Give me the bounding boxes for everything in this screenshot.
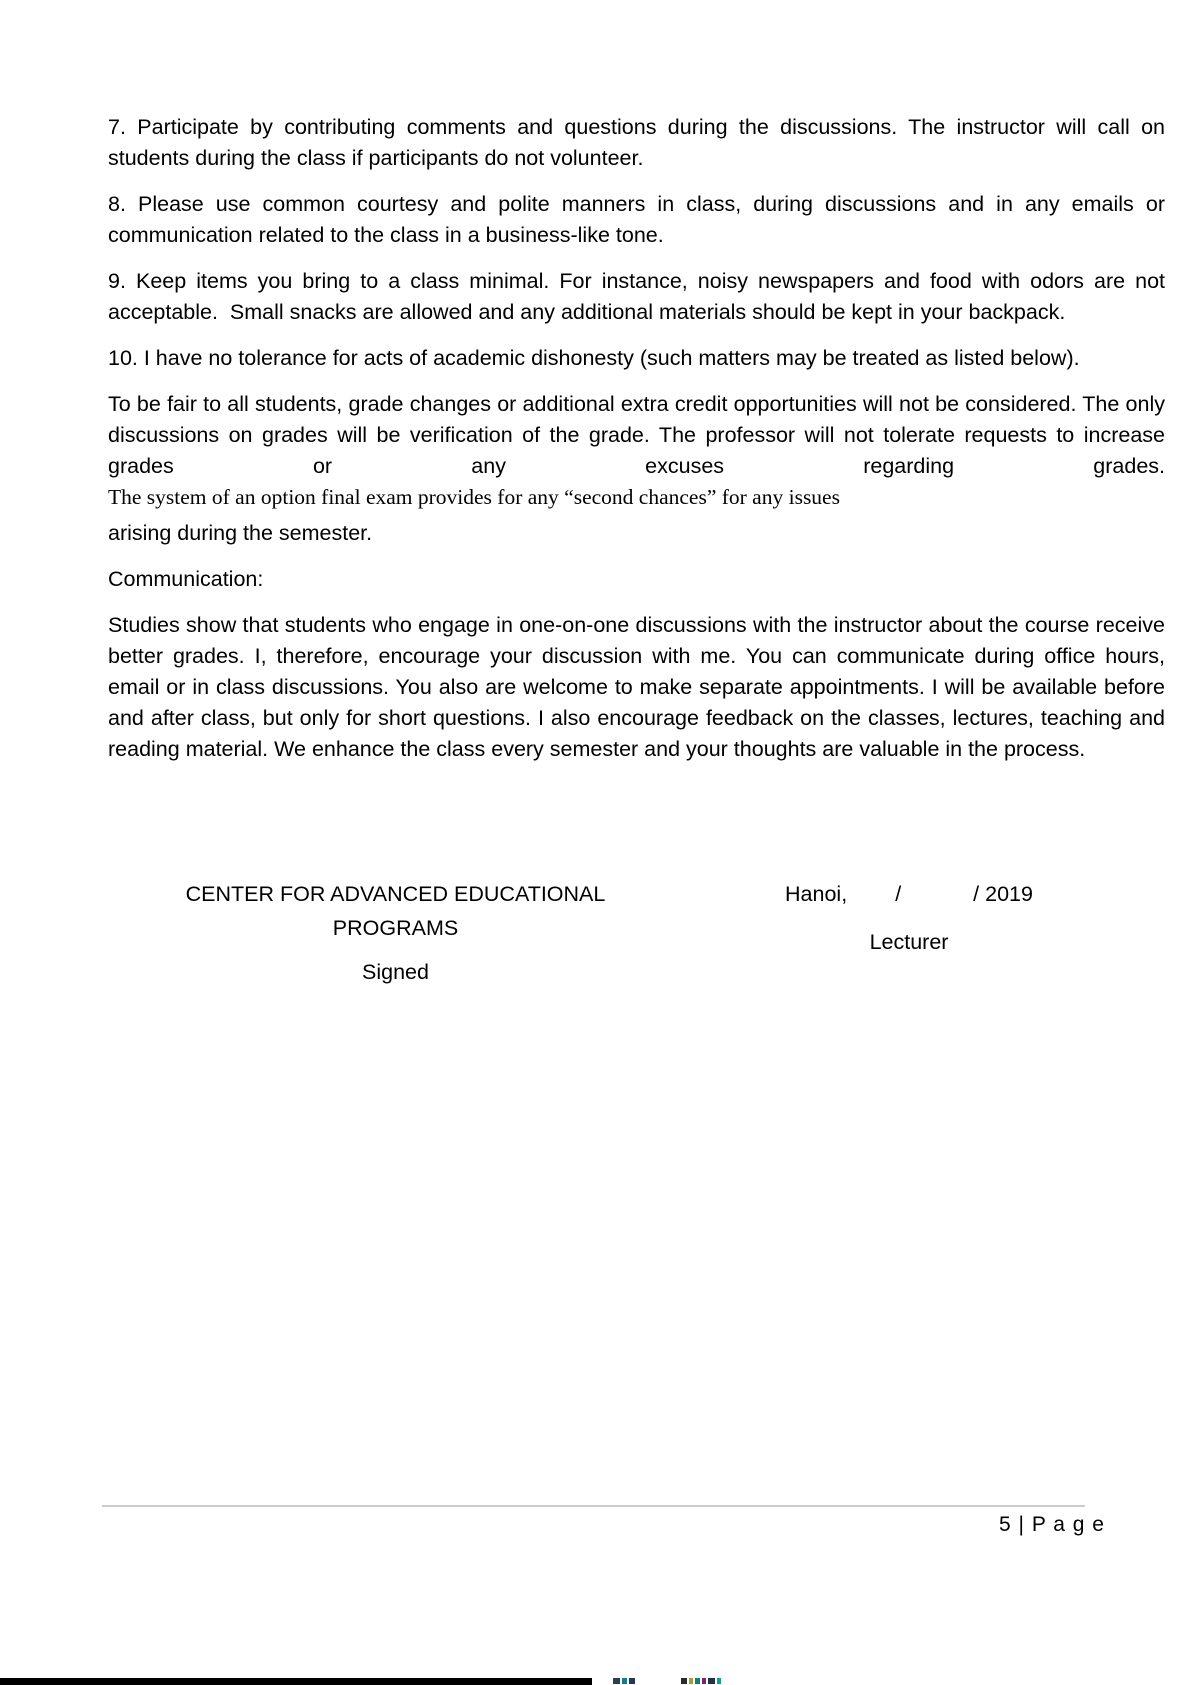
communication-paragraph: Studies show that students who engage in one-on-one discussions with the instructor about the course receive better grades. I, therefore, encourage your discussion with me. You can communicate during office hours, email or in class discussions. You also are welcome to make separate appointments. I will be available before and after class, but only for short questions. I also encourage feedback on the classes, lectures, teaching and reading material. We enhance the class every semester and your thoughts are valuable in the process. (108, 613, 1165, 761)
list-item-10: 10. I have no tolerance for acts of academic dishonesty (such matters may be treated as listed below). (108, 346, 1080, 370)
screen-artifact-right (681, 1678, 721, 1684)
signed-label: Signed (362, 960, 429, 984)
organization-name-line1: CENTER FOR ADVANCED EDUCATIONAL (185, 882, 606, 906)
footer-divider (102, 1505, 1085, 1507)
grade-policy-serif-line: The system of an option final exam provides for any “second chances” for any issues (108, 485, 840, 509)
signature-left-column (108, 877, 653, 989)
signature-block (108, 877, 1165, 989)
document-body (108, 112, 1165, 989)
list-item-8: 8. Please use common courtesy and polite manners in class, during discussions and in any emails or communication related to the class in a business-like tone. (108, 192, 1165, 247)
list-item-9: 9. Keep items you bring to a class minimal. For instance, noisy newspapers and food with odors are not acceptable. Small snacks are allowed and any additional materials should be kept in your backpack. (108, 269, 1165, 324)
grade-policy-closing-line: arising during the semester. (108, 521, 373, 545)
signature-right-column (653, 877, 1165, 989)
list-item-7: 7. Participate by contributing comments and questions during the discussions. The instructor will call on students during the class if participants do not volunteer. (108, 115, 1165, 170)
bottom-edge-bar (0, 1678, 592, 1685)
lecturer-label: Lecturer (869, 930, 949, 954)
screen-artifact-left (613, 1678, 635, 1684)
organization-name-line2: PROGRAMS (332, 916, 459, 940)
date-line (653, 877, 1165, 911)
date-year-slash: / 2019 (973, 882, 1033, 906)
date-day-slash: / (895, 882, 902, 906)
grade-policy-lead-text: To be fair to all students, grade changes or additional extra credit opportunities will not be considered. The only discussions on grades will be verification of the grade. The professor will not tolerate requests to increase grades or any excuses regarding grades. (108, 392, 1165, 478)
grade-policy-paragraph (108, 389, 1165, 549)
page-number: 5 | P a g e (999, 1513, 1105, 1536)
place-label: Hanoi, (785, 882, 848, 906)
communication-heading: Communication: (108, 567, 264, 591)
